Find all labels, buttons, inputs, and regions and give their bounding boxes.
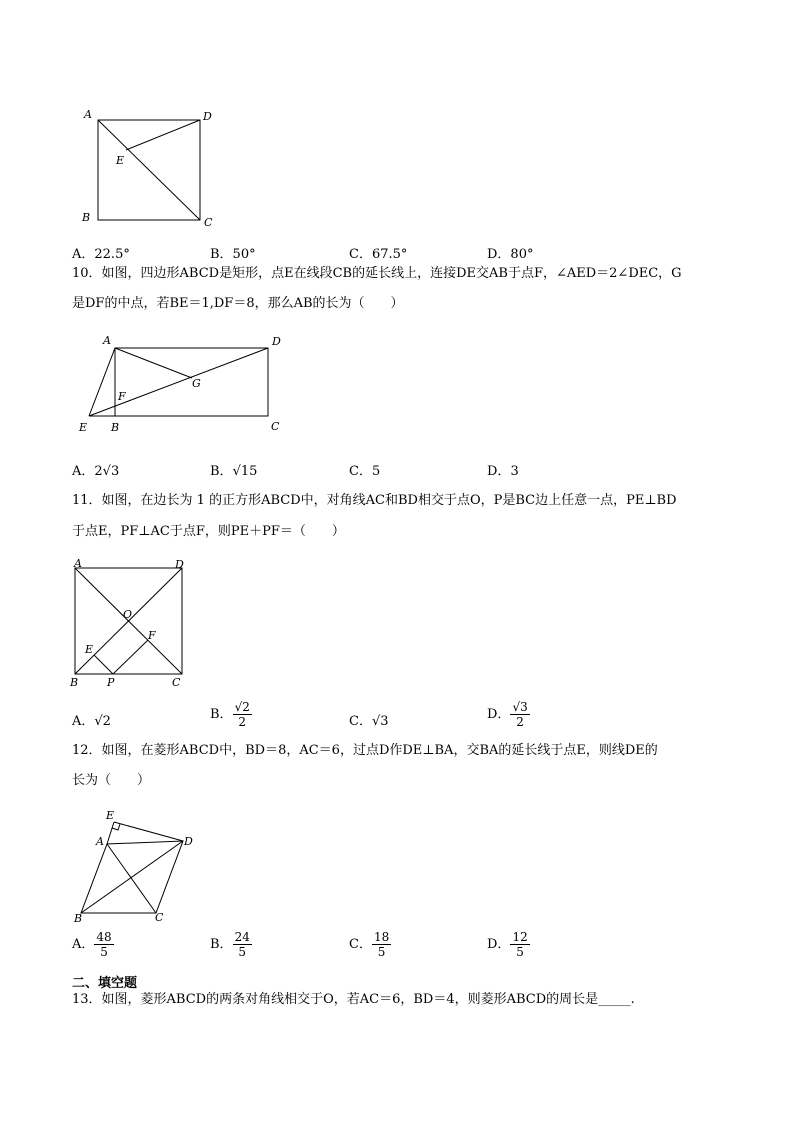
q11-figure	[64, 556, 194, 690]
q10-label-E: E	[79, 421, 88, 434]
q12-option-b-fraction: $\frac{24}{5}$	[234, 930, 250, 959]
q9-figure	[78, 104, 218, 230]
q11-label-B: B	[70, 676, 79, 689]
q11-label-F: F	[148, 629, 156, 642]
q12-label-C: C	[155, 911, 164, 924]
q12-options	[72, 930, 672, 970]
q12-label-B: B	[74, 912, 83, 925]
q9-label-D: D	[203, 110, 212, 123]
q9-label-A: A	[84, 108, 92, 121]
q10-label-G: G	[192, 377, 201, 390]
q11-option-d-fraction: $\frac{√3}{2}$	[512, 700, 528, 729]
q9-option-d[interactable]: D．80°	[487, 247, 534, 262]
q10-option-b-value: √15	[232, 464, 258, 479]
q11-stem-line1: 11．如图，在边长为 1 的正方形ABCD中，对角线AC和BD相交于点O，P是BC边上任意一点，PE⊥BD	[72, 493, 677, 508]
q11-label-D: D	[175, 558, 184, 571]
q10-option-c[interactable]: C．5	[349, 464, 381, 479]
q10-label-A: A	[103, 334, 111, 347]
q10-figure	[74, 330, 294, 438]
q9-label-E: E	[116, 154, 125, 167]
q12-option-a-fraction: $\frac{48}{5}$	[96, 930, 112, 959]
q12-label-D: D	[184, 835, 193, 848]
q11-option-a-value: √2	[94, 714, 111, 729]
q11-label-E: E	[85, 643, 94, 656]
q12-figure	[70, 808, 200, 928]
q10-option-d[interactable]: D．3	[487, 464, 519, 479]
q10-label-F: F	[118, 390, 126, 403]
q11-option-d[interactable]: D． $\frac{√3}{2}$	[487, 700, 528, 729]
q11-label-A: A	[74, 557, 82, 570]
q11-label-O: O	[123, 608, 133, 621]
q12-label-A: A	[96, 835, 104, 848]
q9-option-b[interactable]: B．50°	[210, 247, 256, 262]
q11-option-c-value: √3	[371, 714, 389, 729]
q12-option-a[interactable]: A． $\frac{48}{5}$	[72, 930, 112, 959]
q9-option-a[interactable]: A．22.5°	[72, 247, 130, 262]
q10-option-a[interactable]: A．2√3	[72, 464, 120, 479]
q10-stem-line1: 10．如图，四边形ABCD是矩形，点E在线段CB的延长线上，连接DE交AB于点F，∠AED＝2∠DEC，G	[72, 266, 682, 281]
q10-option-b[interactable]: B．√15	[210, 464, 258, 479]
q12-option-c-fraction: $\frac{18}{5}$	[373, 930, 390, 959]
q11-options	[72, 700, 672, 740]
q9-label-C: C	[204, 216, 213, 229]
q11-stem-line2: 于点E，PF⊥AC于点F，则PE＋PF＝（ ）	[72, 524, 345, 539]
q12-option-c[interactable]: C． $\frac{18}{5}$	[349, 930, 390, 959]
q12-stem-line2: 长为（ ）	[72, 773, 151, 788]
q12-option-b[interactable]: B． $\frac{24}{5}$	[210, 930, 250, 959]
q10-option-c-value: 5	[371, 464, 381, 479]
q10-option-a-value: 2√3	[94, 464, 120, 479]
q12-option-d-fraction: $\frac{12}{5}$	[512, 930, 528, 959]
q12-option-d[interactable]: D． $\frac{12}{5}$	[487, 930, 528, 959]
q11-option-b-fraction: $\frac{√2}{2}$	[234, 700, 250, 729]
section-heading-fill-in: 二、填空题	[72, 976, 138, 991]
q10-label-B: B	[111, 421, 120, 434]
q10-stem-line2: 是DF的中点，若BE＝1,DF＝8，那么AB的长为（ ）	[72, 296, 404, 311]
q11-option-c[interactable]: C．√3	[349, 714, 389, 729]
q10-label-D: D	[272, 335, 281, 348]
q11-option-b[interactable]: B． $\frac{√2}{2}$	[210, 700, 250, 729]
q9-label-B: B	[82, 211, 91, 224]
q11-label-P: P	[107, 676, 115, 689]
q11-option-a[interactable]: A．√2	[72, 714, 111, 729]
q12-label-E: E	[106, 809, 115, 822]
q10-label-C: C	[271, 420, 280, 433]
q11-label-C: C	[172, 676, 181, 689]
q13-stem-line1: 13．如图，菱形ABCD的两条对角线相交于O，若AC＝6，BD＝4，则菱形ABCD的周长是_____.	[72, 992, 635, 1007]
q9-option-c[interactable]: C．67.5°	[349, 247, 408, 262]
q12-stem-line1: 12．如图，在菱形ABCD中，BD＝8，AC＝6，过点D作DE⊥BA，交BA的延长线于点E，则线DE的	[72, 743, 658, 758]
q10-option-d-value: 3	[510, 464, 519, 479]
